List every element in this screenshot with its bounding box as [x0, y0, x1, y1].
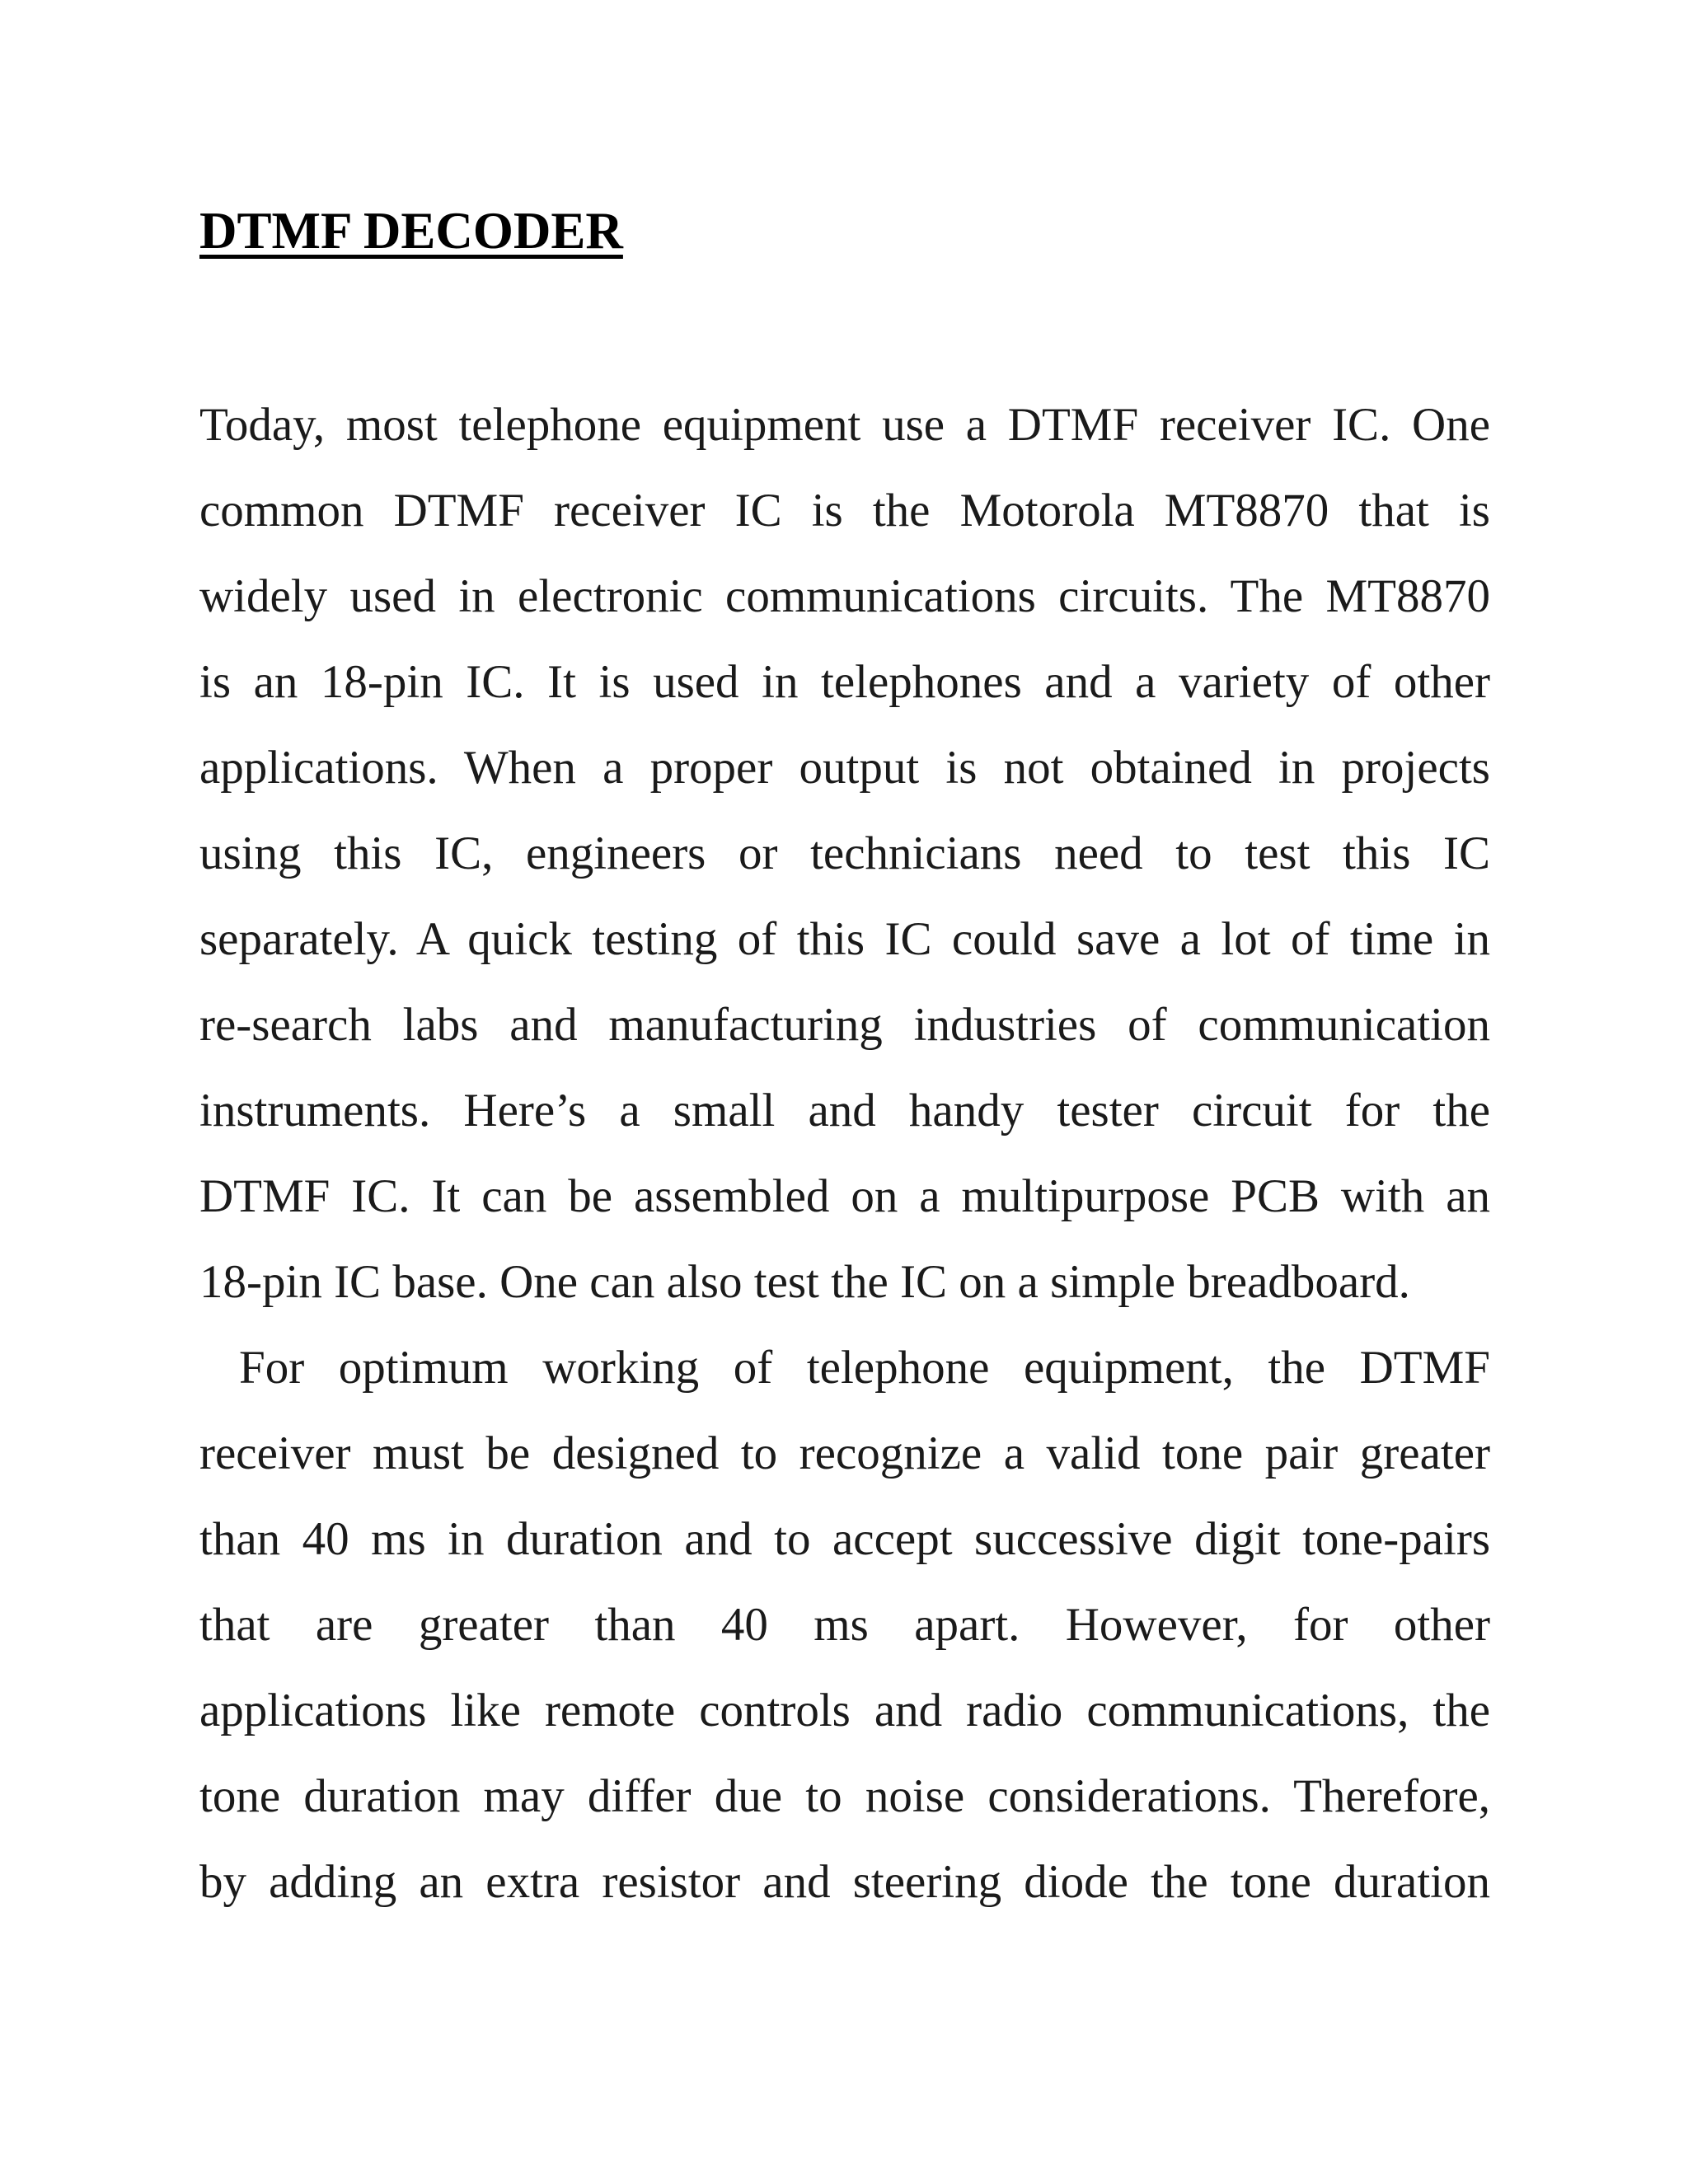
paragraph-line: Today, most telephone equipment use a DTMF receiver IC. One	[199, 399, 1490, 451]
paragraph-line: that are greater than 40 ms apart. However, for other	[199, 1599, 1490, 1651]
paragraph-line: DTMF IC. It can be assembled on a multipurpose PCB with an	[199, 1170, 1490, 1222]
paragraph-line: widely used in electronic communications circuits. The MT8870	[199, 570, 1490, 622]
paragraph-line: For optimum working of telephone equipment, the DTMF	[239, 1342, 1490, 1394]
paragraph-line: instruments. Here’s a small and handy tester circuit for the	[199, 1085, 1490, 1137]
paragraph-line: is an 18-pin IC. It is used in telephones and a variety of other	[199, 656, 1490, 708]
paragraph-line: using this IC, engineers or technicians need to test this IC	[199, 827, 1490, 879]
paragraph-1	[199, 382, 1490, 1325]
paragraph-line: receiver must be designed to recognize a valid tone pair greater	[199, 1427, 1490, 1479]
paragraph-line: by adding an extra resistor and steering diode the tone duration	[199, 1856, 1490, 1908]
paragraph-line: separately. A quick testing of this IC could save a lot of time in	[199, 913, 1490, 965]
paragraph-line: tone duration may differ due to noise considerations. Therefore,	[199, 1770, 1490, 1822]
paragraph-line: applications like remote controls and radio communications, the	[199, 1685, 1490, 1736]
paragraph-line: applications. When a proper output is not obtained in projects	[199, 742, 1490, 794]
paragraph-line: 18-pin IC base. One can also test the IC on a simple breadboard.	[199, 1256, 1410, 1308]
paragraph-2	[199, 1325, 1490, 1925]
document-title: DTMF DECODER	[199, 202, 623, 260]
paragraph-line: re-search labs and manufacturing industries of communication	[199, 999, 1490, 1051]
paragraph-line: common DTMF receiver IC is the Motorola MT8870 that is	[199, 485, 1490, 537]
paragraph-line: than 40 ms in duration and to accept successive digit tone-pairs	[199, 1513, 1490, 1565]
